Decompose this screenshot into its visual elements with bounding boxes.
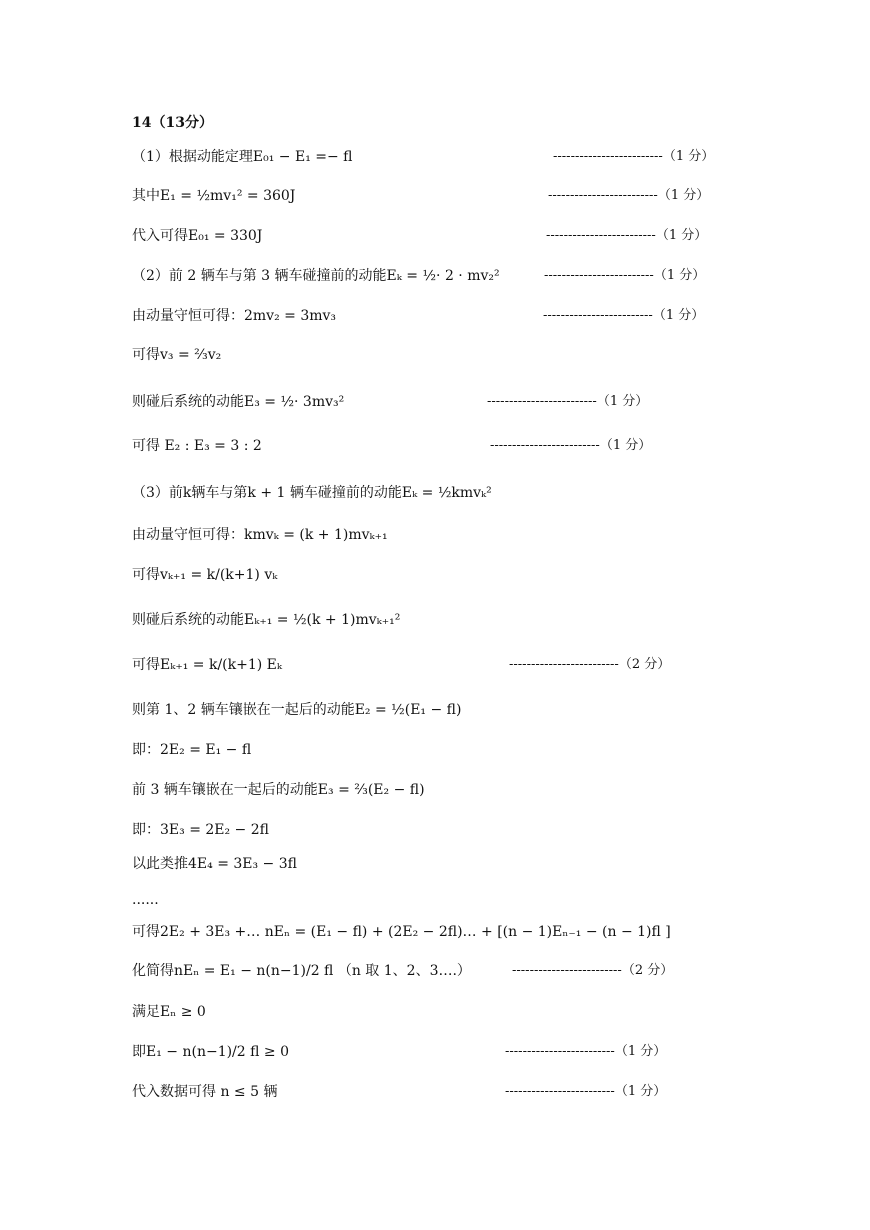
solution-line-12: 则碰后系统的动能Eₖ₊₁ = ½(k + 1)mvₖ₊₁² xyxy=(132,612,401,628)
score-mark-4: -------------------------（1 分） xyxy=(544,268,706,283)
score-mark-5: -------------------------（1 分） xyxy=(543,308,705,323)
solution-line-4: （2）前 2 辆车与第 3 辆车碰撞前的动能Eₖ = ½· 2 · mv₂² xyxy=(132,268,500,284)
solution-line-17: 即：3E₃ = 2E₂ − 2fl xyxy=(132,822,269,838)
score-mark-2: -------------------------（1 分） xyxy=(548,188,710,203)
solution-line-11: 可得vₖ₊₁ = k/(k+1) vₖ xyxy=(132,567,278,583)
score-mark-3: -------------------------（1 分） xyxy=(546,228,708,243)
solution-line-6: 可得v₃ = ⅔v₂ xyxy=(132,347,222,363)
solution-line-3: 代入可得E₀₁ = 330J xyxy=(132,228,263,244)
solution-line-8: 可得 E₂ : E₃ = 3 : 2 xyxy=(132,438,262,454)
score-mark-21: -------------------------（2 分） xyxy=(512,963,674,978)
solution-line-23: 即E₁ − n(n−1)/2 fl ≥ 0 xyxy=(132,1044,290,1060)
solution-line-14: 则第 1、2 辆车镶嵌在一起后的动能E₂ = ½(E₁ − fl) xyxy=(132,702,462,718)
solution-line-15: 即：2E₂ = E₁ − fl xyxy=(132,742,252,758)
score-mark-8: -------------------------（1 分） xyxy=(490,438,652,453)
score-mark-24: -------------------------（1 分） xyxy=(505,1084,667,1099)
solution-line-5: 由动量守恒可得：2mv₂ = 3mv₃ xyxy=(132,308,337,324)
solution-line-2: 其中E₁ = ½mv₁² = 360J xyxy=(132,188,296,204)
solution-line-21: 化简得nEₙ = E₁ − n(n−1)/2 fl （n 取 1、2、3….） xyxy=(132,963,471,979)
solution-line-10: 由动量守恒可得：kmvₖ = (k + 1)mvₖ₊₁ xyxy=(132,527,388,543)
score-mark-23: -------------------------（1 分） xyxy=(505,1044,667,1059)
solution-line-19: ...... xyxy=(132,892,159,908)
solution-line-1: （1）根据动能定理E₀₁ − E₁ =− fl xyxy=(132,149,353,165)
problem-title: 14（13分） xyxy=(132,115,213,131)
solution-line-13: 可得Eₖ₊₁ = k/(k+1) Eₖ xyxy=(132,657,282,673)
solution-line-18: 以此类推4E₄ = 3E₃ − 3fl xyxy=(132,856,297,872)
solution-line-20: 可得2E₂ + 3E₃ +… nEₙ = (E₁ − fl) + (2E₂ − 2fl)… + [(n − 1)Eₙ₋₁ − (n − 1)fl ] xyxy=(132,924,671,940)
solution-line-7: 则碰后系统的动能E₃ = ½· 3mv₃² xyxy=(132,394,345,410)
score-mark-13: -------------------------（2 分） xyxy=(509,657,671,672)
score-mark-7: -------------------------（1 分） xyxy=(487,394,649,409)
solution-line-22: 满足Eₙ ≥ 0 xyxy=(132,1004,206,1020)
score-mark-1: -------------------------（1 分） xyxy=(553,149,715,164)
solution-line-16: 前 3 辆车镶嵌在一起后的动能E₃ = ⅔(E₂ − fl) xyxy=(132,782,425,798)
solution-line-24: 代入数据可得 n ≤ 5 辆 xyxy=(132,1084,278,1100)
solution-line-9: （3）前k辆车与第k + 1 辆车碰撞前的动能Eₖ = ½kmvₖ² xyxy=(132,485,492,501)
